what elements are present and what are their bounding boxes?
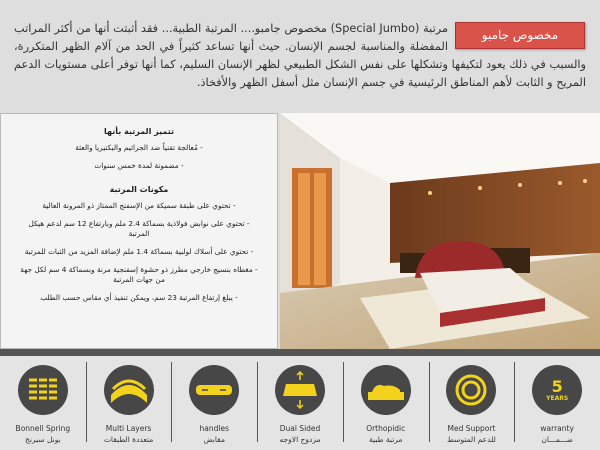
feature-bonnell-spring <box>0 356 86 450</box>
features-icon-bar <box>0 356 600 450</box>
feature-med-support <box>429 356 515 450</box>
feature-warranty <box>514 356 600 450</box>
feature-item: - مضمونة لمدة خمس سنوات <box>94 161 184 170</box>
feature-label-en: Multi Layers <box>105 424 152 433</box>
feature-label-en: Med Support <box>447 424 496 433</box>
component-item: - تحتوي على أسلاك لولبية بسماكة 1.4 ملم لإضافة المزيد من الثبات للمرتبة <box>24 247 254 256</box>
divider <box>0 349 600 356</box>
feature-label-ar: للدعم المتوسط <box>447 435 496 444</box>
features-title: تتميز المرتبة بأنها <box>104 127 174 136</box>
feature-label-ar: مزدوج الاوجه <box>279 435 321 444</box>
feature-orthopedic <box>343 356 429 450</box>
feature-label-ar: ضـــمـــان <box>541 435 574 444</box>
dual-sided-icon <box>275 365 325 415</box>
warranty-unit: YEARS <box>546 394 569 402</box>
layers-icon <box>104 365 154 415</box>
feature-label-en: Orthopidic <box>366 424 406 433</box>
feature-label-en: warranty <box>540 424 574 433</box>
component-item: - تحتوي على نوابض فولاذية بسماكة 2.4 ملم وبارتفاع 12 سم لدعم هيكل المرتبة <box>28 219 250 238</box>
component-item: - تحتوي على طبقة سميكة من الإسفنج الممتاز ذو المرونة العالية <box>42 201 236 210</box>
handles-icon <box>189 365 239 415</box>
feature-label-ar: متعددة الطبقات <box>103 435 154 444</box>
warranty-years: 5 <box>551 376 563 396</box>
feature-label-en: handles <box>199 424 230 433</box>
bedroom-photo <box>280 113 600 349</box>
orthopedic-icon <box>361 365 411 415</box>
spring-icon <box>18 365 68 415</box>
warranty-icon <box>532 365 582 415</box>
feature-multi-layers <box>86 356 172 450</box>
product-badge[interactable]: مخصوص جامبو <box>455 22 585 49</box>
feature-item: - مُعالجة تقنياً ضد الجراثيم والبكتيريا والعثة <box>75 143 203 152</box>
intro-section <box>0 0 600 112</box>
feature-label-ar: بونل سبرنج <box>24 435 61 444</box>
feature-label-ar: مقابض <box>203 435 225 444</box>
component-item: - يبلغ إرتفاع المرتبة 23 سم، ويمكن تنفيذ أي مقاس حسب الطلب <box>40 293 238 302</box>
intro-text: مرتبة (Special Jumbo) مخصوص جامبو.... المرتبة الطبية... فقد أثبتت أنها من أكثر المراتب المفضلة والمناسبة لجسم الإنسان. حيث أنها تساعد كثيراً في الحد من آلام الظهر المتكررة، والسبب في ذلك يعود لتكيفها وتشكلها على نفس الشكل الطبيعي لظهر الإنسان السليم، كما أنها توفر أعلى مستويات الدعم المريح و الثابت لأهم المناطق الرئيسية في جسم الإنسان مثل أسفل الظهر والأفخاذ. <box>14 22 586 89</box>
feature-label-ar: مرتبة طبية <box>369 435 403 444</box>
feature-handles <box>171 356 257 450</box>
support-icon <box>446 365 496 415</box>
component-item: - مغطاه بنسيج خارجي مطرز ذو حشوة إسفنجية مرنة وبسماكة 4 سم لكل جهة من جهات المرتبة <box>20 265 258 284</box>
feature-label-en: Dual Sided <box>279 424 321 433</box>
details-panel <box>0 113 278 349</box>
feature-label-en: Bonnell Spring <box>15 424 71 433</box>
feature-dual-sided <box>257 356 343 450</box>
components-title: مكونات المرتبة <box>109 185 169 194</box>
